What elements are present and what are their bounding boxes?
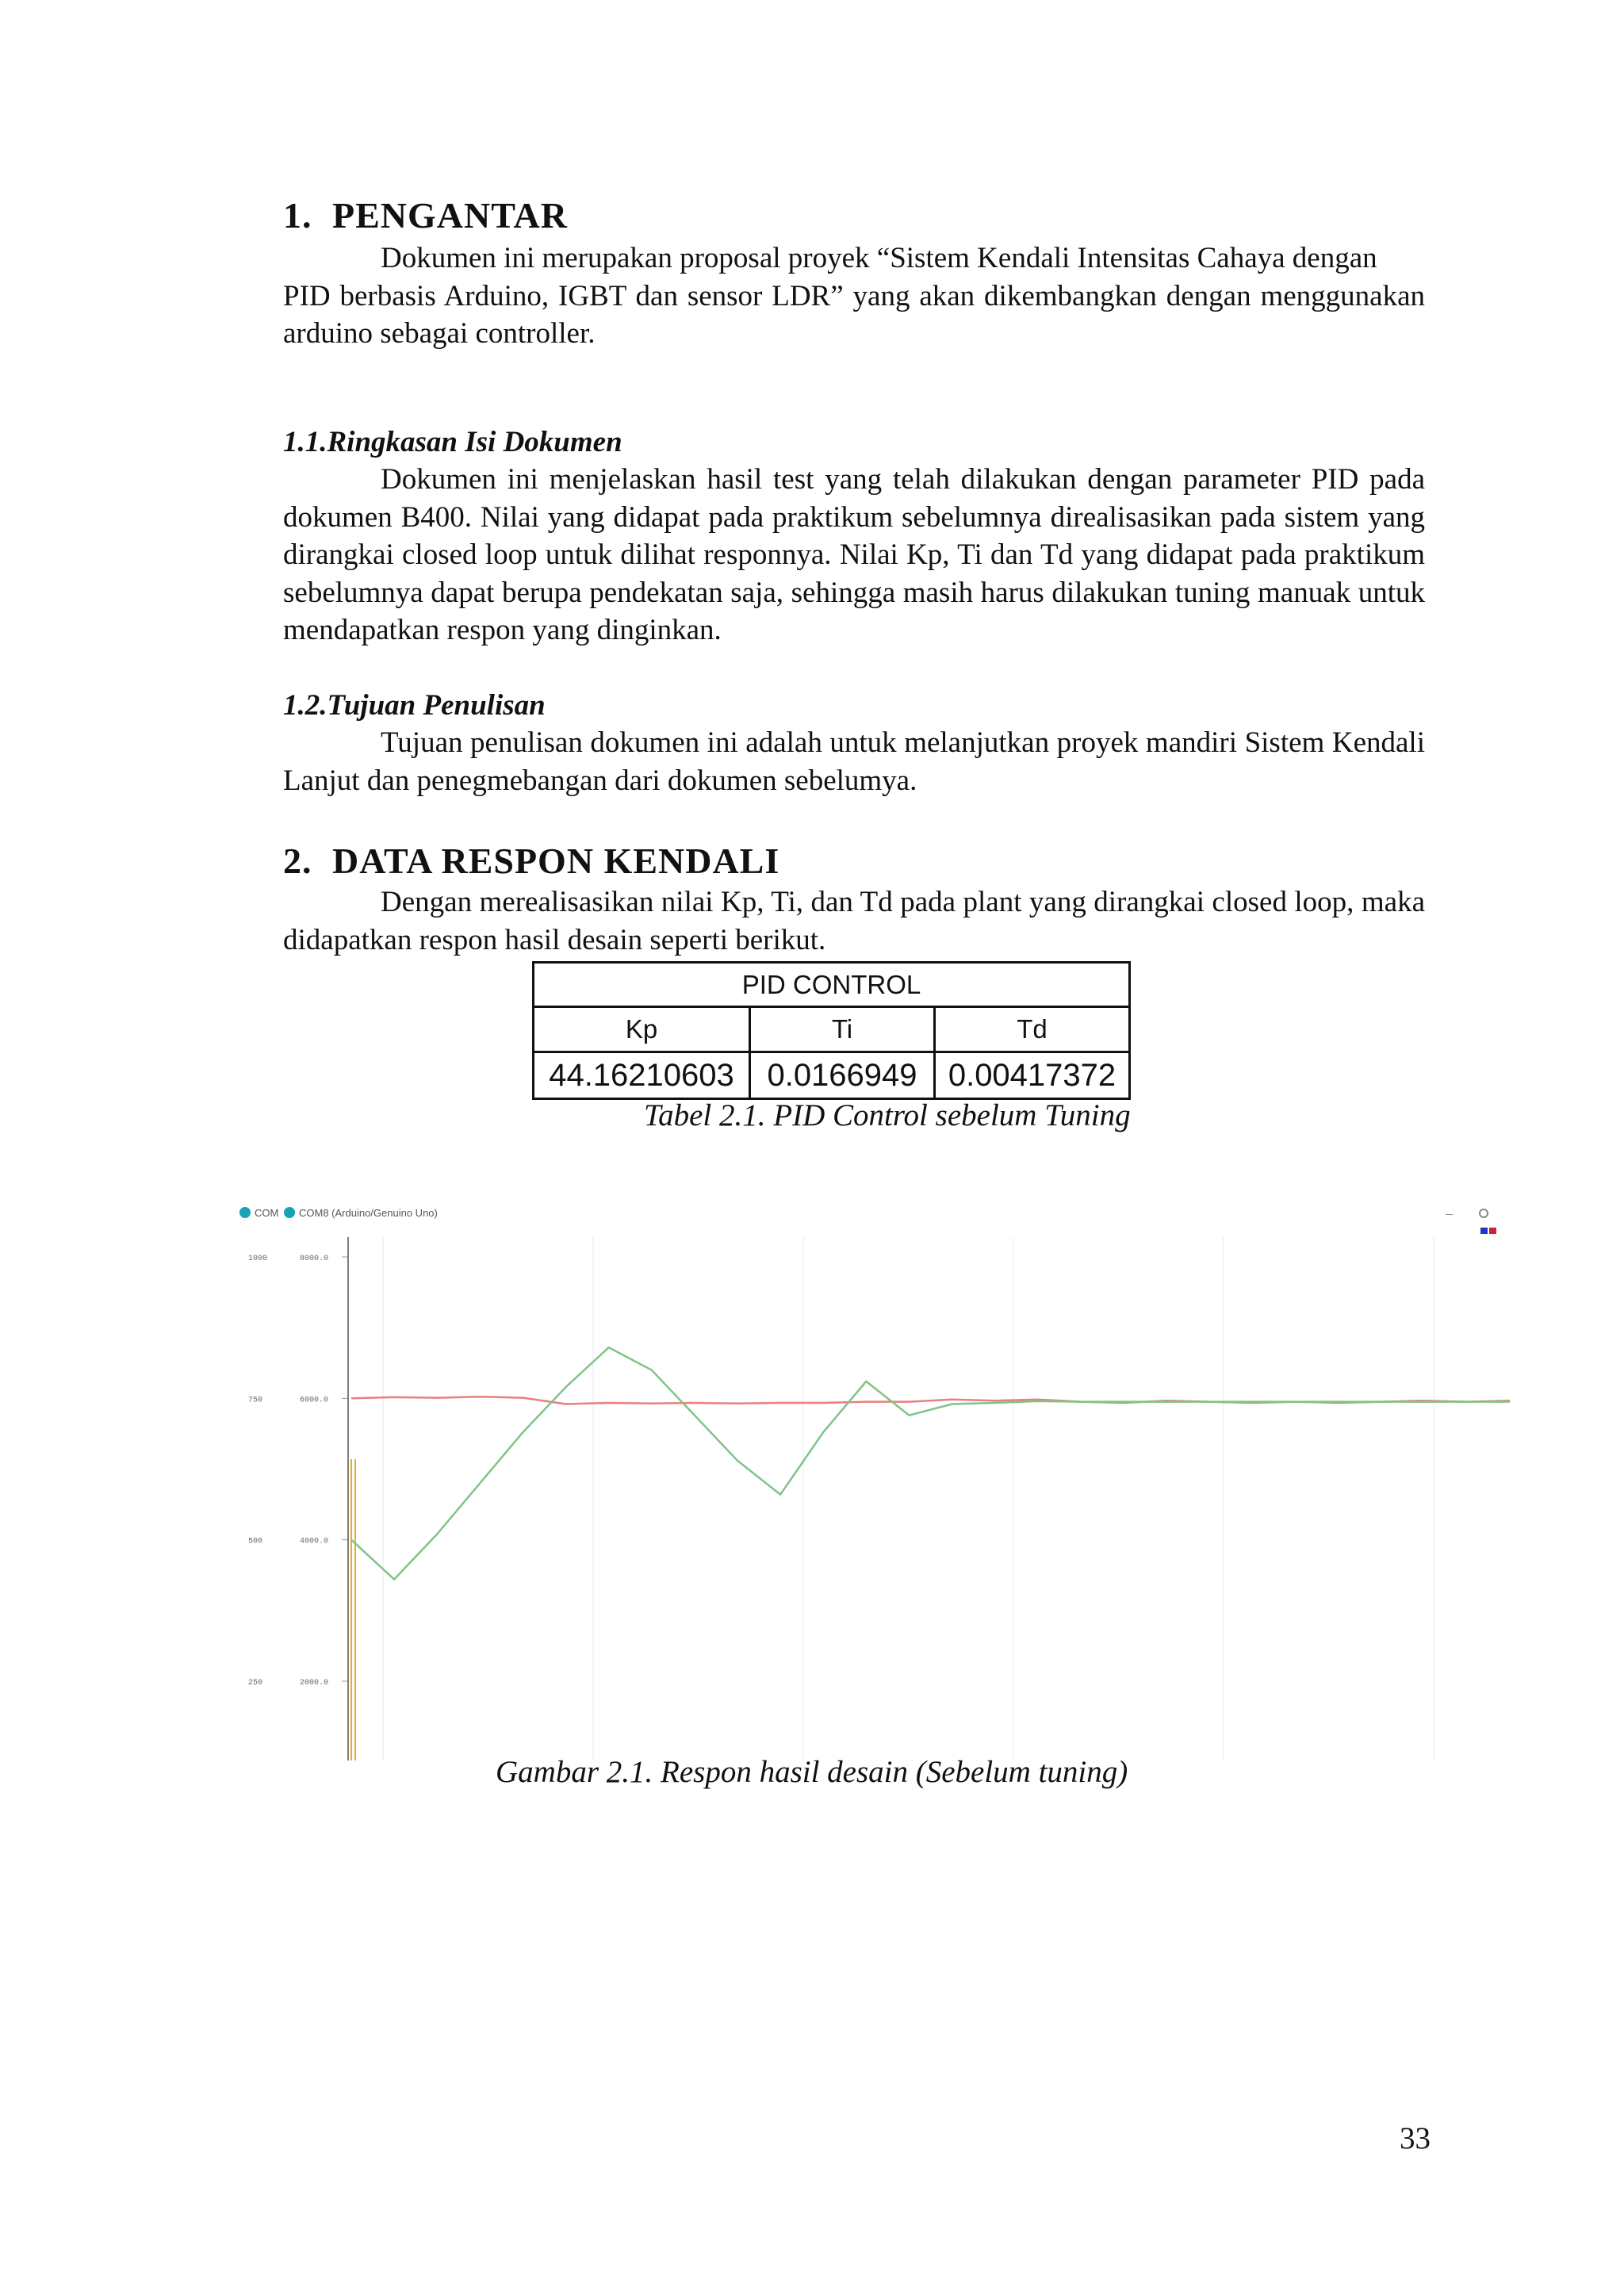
table-header: PID CONTROL	[534, 963, 1130, 1007]
y-axis	[348, 1237, 355, 1761]
section-1-2-paragraph	[283, 724, 1425, 799]
chart-grid	[383, 1237, 1434, 1761]
table-value-ti: 0.0166949	[750, 1052, 935, 1099]
section-1-paragraph-cont: PID berbasis Arduino, IGBT dan sensor LDR” yang akan dikembangkan dengan menggunakan arduino sebagai controller.	[283, 279, 1425, 350]
chart-series	[351, 1347, 1510, 1580]
section-1-2-paragraph-text: Tujuan penulisan dokumen ini adalah untuk melanjutkan proyek mandiri Sistem Kendali Lanjut dan penegmebangan dari dokumen sebelumya.	[283, 726, 1425, 797]
y-tick-label: 1000	[248, 1255, 268, 1263]
page-number: 33	[1400, 2121, 1431, 2155]
section-2-title: DATA RESPON KENDALI	[332, 841, 780, 881]
section-1	[283, 193, 1425, 353]
y-tick-label-secondary: 2000.0	[300, 1679, 329, 1688]
section-1-1-paragraph-text: Dokumen ini menjelaskan hasil test yang telah dilakukan dengan parameter PID pada dokumen B400. Nilai yang didapat pada praktikum sebelumnya direalisasikan pada sistem yang dirangkai closed loop untuk dilihat responnya. Nilai Kp, Ti dan Td yang didapat pada praktikum sebelumnya dapat berupa pendekatan saja, sehingga masih harus dilakukan tuning manuak untuk mendapatkan respon yang dinginkan.	[283, 463, 1425, 646]
section-1-1-paragraph	[283, 461, 1425, 649]
legend-label-short: COM	[255, 1207, 279, 1219]
series-line-2	[351, 1347, 1510, 1580]
y-tick-label: 500	[248, 1537, 263, 1546]
section-2-heading	[283, 839, 1425, 883]
legend-dot-icon	[239, 1207, 251, 1218]
section-1-1-title: 1.1.Ringkasan Isi Dokumen	[283, 426, 622, 458]
table-column-kp: Kp	[534, 1007, 750, 1052]
series-line-1	[351, 1397, 1510, 1404]
response-chart	[232, 1190, 1510, 1776]
table-column-td: Td	[935, 1007, 1130, 1052]
y-axis-ticks	[248, 1255, 348, 1688]
y-tick-label-secondary: 6000.0	[300, 1396, 329, 1405]
series-color-red-icon	[1489, 1228, 1496, 1234]
minimize-icon[interactable]: –	[1446, 1205, 1453, 1221]
y-tick-label: 250	[248, 1679, 263, 1688]
y-tick-label-secondary: 4000.0	[300, 1537, 329, 1546]
section-1-paragraph	[283, 239, 1425, 353]
section-1-heading	[283, 193, 1425, 238]
chart-header	[239, 1205, 1496, 1234]
legend-label: COM8 (Arduino/Genuino Uno)	[299, 1207, 438, 1219]
figure-caption: Gambar 2.1. Respon hasil desain (Sebelum tuning)	[496, 1755, 1128, 1789]
series-color-blue-icon	[1480, 1228, 1488, 1234]
table-value-td: 0.00417372	[935, 1052, 1130, 1099]
y-tick-label-secondary: 8000.0	[300, 1255, 329, 1263]
table-column-ti: Ti	[750, 1007, 935, 1052]
pid-control-table	[532, 961, 1131, 1100]
legend-dot-icon	[284, 1207, 295, 1218]
section-1-1	[283, 424, 1425, 649]
section-1-2	[283, 688, 1425, 799]
table-caption: Tabel 2.1. PID Control sebelum Tuning	[644, 1098, 1131, 1132]
section-1-2-title: 1.2.Tujuan Penulisan	[283, 689, 546, 722]
section-1-paragraph-line: Dokumen ini merupakan proposal proyek “Sistem Kendali Intensitas Cahaya dengan	[381, 242, 1377, 274]
y-tick-label: 750	[248, 1396, 263, 1405]
section-2-paragraph-text: Dengan merealisasikan nilai Kp, Ti, dan Td pada plant yang dirangkai closed loop, maka didapatkan respon hasil desain seperti berikut.	[283, 886, 1425, 956]
section-2-paragraph	[283, 883, 1425, 959]
section-1-title: PENGANTAR	[332, 195, 568, 236]
section-2	[283, 839, 1425, 959]
settings-icon[interactable]	[1480, 1209, 1488, 1217]
table-value-kp: 44.16210603	[534, 1052, 750, 1099]
section-2-number: 2.	[283, 841, 312, 881]
section-1-number: 1.	[283, 195, 312, 236]
